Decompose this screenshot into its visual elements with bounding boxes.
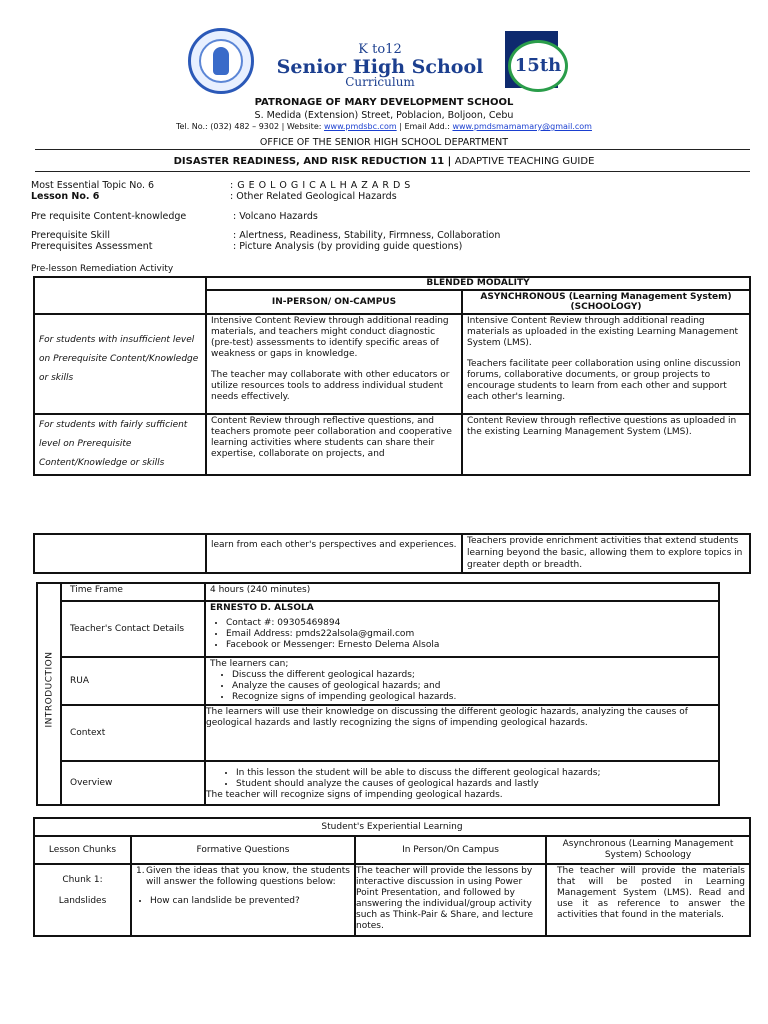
- chunk-name: Landslides: [58, 896, 107, 906]
- overview-tail: The teacher will recognize signs of impending geological hazards.: [206, 790, 503, 800]
- anniversary-text: 15th: [514, 55, 562, 76]
- header-divider: [35, 149, 750, 150]
- row1-async-a: Intensive Content Review through additional reading materials as uploaded in the existing Learning Management System (LMS).: [467, 316, 739, 348]
- overview-cell: [205, 761, 719, 805]
- remediation-table: [33, 276, 751, 476]
- row2-async: Content Review through reflective questions as uploaded in the existing Learning Management System (LMS).: [462, 414, 750, 475]
- fq-text: Given the ideas that you know, the students will answer the following questions below:: [146, 866, 350, 887]
- contact-number: • Contact #: 09305469894: [226, 618, 714, 629]
- chunk-number: Chunk 1:: [62, 875, 103, 885]
- k12-text: K to12: [358, 42, 402, 57]
- inperson-header: IN-PERSON/ ON-CAMPUS: [206, 290, 462, 314]
- async-header: ASYNCHRONOUS (Learning Management System) (SCHOOLOGY): [462, 290, 750, 314]
- meta-value-2: : Volcano Hazards: [233, 211, 318, 222]
- school-address: S. Medida (Extension) Street, Poblacion, Boljoon, Cebu: [254, 110, 514, 121]
- sel-header-formative: Formative Questions: [131, 836, 355, 864]
- rua-intro: The learners can;: [210, 659, 289, 669]
- meta-label-3: Prerequisite Skill: [31, 230, 110, 241]
- title-bold: DISASTER READINESS, AND RISK REDUCTION 11 |: [173, 156, 455, 167]
- sel-header-inperson: In Person/On Campus: [355, 836, 546, 864]
- time-label: Time Frame: [61, 583, 205, 601]
- row1-inperson-b: The teacher may collaborate with other educators or utilize resources tools to address individual student needs effectively.: [211, 370, 450, 402]
- row2-inperson: Content Review through reflective questions, and teachers promote peer collaboration and cooperative learning activities where students can share their expertise, collaborate on projects, and: [206, 414, 462, 475]
- inperson-cell: The teacher will provide the lessons by interactive discussion in using Power Point Presentation, and followed by answering the individual/group activity such as Think-Pair & Share, and lecture notes.: [355, 864, 546, 936]
- formative-cell: [131, 864, 355, 936]
- meta-value-1: : Other Related Geological Hazards: [230, 191, 397, 202]
- meta-label-4: Prerequisites Assessment: [31, 241, 153, 252]
- overview-label: Overview: [61, 761, 205, 805]
- school-name: PATRONAGE OF MARY DEVELOPMENT SCHOOL: [254, 97, 514, 108]
- meta-value-0: : G E O L O G I C A L H A Z A R D S: [230, 180, 411, 191]
- contact-facebook: • Facebook or Messenger: Ernesto Delema Alsola: [226, 640, 714, 651]
- rua-item: • Discuss the different geological hazards;: [232, 670, 714, 681]
- intro-side-label: INTRODUCTION: [44, 651, 55, 728]
- meta-value-4: : Picture Analysis (by providing guide questions): [233, 241, 463, 252]
- title-divider: [35, 171, 750, 172]
- rua-label: RUA: [61, 657, 205, 705]
- sel-header-chunks: Lesson Chunks: [34, 836, 131, 864]
- row1-inperson-a: Intensive Content Review through additional reading materials, and teachers might conduct diagnostic (pre-test) assessments to identify specific areas of weakness or gaps in knowledge.: [211, 316, 449, 359]
- sel-header-async: Asynchronous (Learning Management System) Schoology: [546, 836, 750, 864]
- meta-label-1: Lesson No. 6: [31, 191, 100, 202]
- remediation-corner: [34, 277, 206, 314]
- remediation-continuation-table: [33, 533, 751, 574]
- row1-label: For students with insufficient level on Prerequisite Content/Knowledge or skills: [34, 314, 206, 414]
- contact-label: Teacher's Contact Details: [61, 601, 205, 657]
- teacher-name: ERNESTO D. ALSOLA: [210, 603, 314, 613]
- contact-line: [0, 122, 768, 131]
- async-cell: The teacher will provide the materials that will be posted in Learning Management System (LMS). Read and use it as reference to answer the activities that found in the materials.: [546, 864, 750, 936]
- office-name: OFFICE OF THE SENIOR HIGH SCHOOL DEPARTMENT: [259, 137, 509, 148]
- rua-cell: [205, 657, 719, 705]
- cont-label: [34, 534, 206, 573]
- meta-label-2: Pre requisite Content-knowledge: [31, 211, 187, 222]
- intro-side-cell: [37, 583, 61, 805]
- overview-item: • Student should analyze the causes of geological hazards and lastly: [236, 779, 714, 790]
- fq-number: 1.: [136, 866, 145, 876]
- document-title: [0, 156, 768, 167]
- title-rest: ADAPTIVE TEACHING GUIDE: [454, 156, 595, 167]
- curriculum-text: Curriculum: [345, 75, 415, 89]
- contact-mid: | Email Add.:: [396, 122, 453, 131]
- blended-header: BLENDED MODALITY: [206, 277, 750, 290]
- row1-async: [462, 314, 750, 414]
- school-seal-logo: [188, 28, 254, 94]
- cont-async: Teachers provide enrichment activities that extend students learning beyond the basic, allowing them to explore topics in greater depth or breadth.: [462, 534, 750, 573]
- meta-value-3: : Alertness, Readiness, Stability, Firmness, Collaboration: [233, 230, 501, 241]
- contact-email: • Email Address: pmds22alsola@gmail.com: [226, 629, 714, 640]
- context-text: The learners will use their knowledge on discussing the different geologic hazards, analyzing the causes of geological hazards and lastly recognizing the signs of impending geological hazards.: [205, 705, 719, 761]
- meta-label-0: Most Essential Topic No. 6: [31, 180, 155, 191]
- introduction-table: [36, 582, 720, 806]
- cont-inperson: learn from each other's perspectives and experiences.: [206, 534, 462, 573]
- website-link[interactable]: www.pmdsbc.com: [323, 122, 397, 131]
- experiential-learning-table: [33, 817, 751, 937]
- row2-label: For students with fairly sufficient level on Prerequisite Content/Knowledge or skills: [34, 414, 206, 475]
- fq-bullet: • How can landslide be prevented?: [150, 896, 350, 907]
- rua-item: • Recognize signs of impending geological hazards.: [232, 692, 714, 703]
- row1-inperson: [206, 314, 462, 414]
- time-value: 4 hours (240 minutes): [205, 583, 719, 601]
- senior-high-school-text: Senior High School: [276, 56, 484, 78]
- context-label: Context: [61, 705, 205, 761]
- overview-item: • In this lesson the student will be able to discuss the different geological hazards;: [236, 768, 714, 779]
- chunk-cell: [34, 864, 131, 936]
- contact-prefix: Tel. No.: (032) 482 – 9302 | Website:: [176, 122, 324, 131]
- row1-async-b: Teachers facilitate peer collaboration using online discussion forums, collaborative documents, or group projects to encourage students to learn from each other and support each other's learning.: [467, 359, 741, 402]
- sel-title: Student's Experiential Learning: [34, 818, 750, 836]
- anniversary-badge-logo: [508, 40, 568, 92]
- meta-label-5: Pre-lesson Remediation Activity: [31, 264, 174, 274]
- email-link[interactable]: www.pmdsmamamary@gmail.com: [452, 122, 592, 131]
- rua-item: • Analyze the causes of geological hazards; and: [232, 681, 714, 692]
- contact-details: [205, 601, 719, 657]
